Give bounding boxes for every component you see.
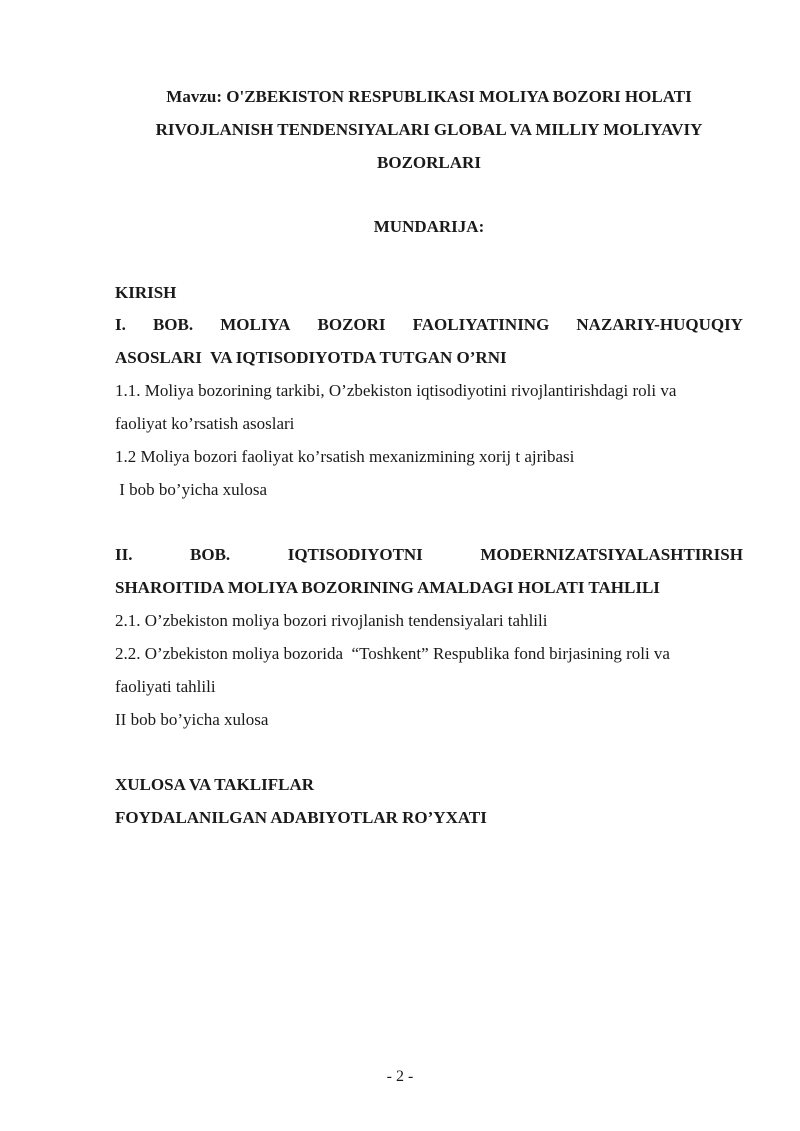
- page-number: - 2 -: [386, 1068, 414, 1085]
- word: IQTISODIYOTNI: [287, 545, 423, 564]
- toc-conclusion: XULOSA VA TAKLIFLAR: [115, 775, 315, 794]
- toc-references: FOYDALANILGAN ADABIYOTLAR RO’YXATI: [115, 808, 487, 827]
- toc-item-1-1-line2: faoliyat ko’rsatish asoslari: [115, 414, 295, 433]
- toc-item-2-2-line1: 2.2. O’zbekiston moliya bozorida “Toshkent” Respublika fond birjasining roli va: [115, 644, 670, 663]
- toc-chapter1-summary: I bob bo’yicha xulosa: [115, 480, 268, 499]
- contents-heading: MUNDARIJA:: [373, 217, 485, 236]
- toc-chapter2-heading-line2: SHAROITIDA MOLIYA BOZORINING AMALDAGI HOLATI TAHLILI: [115, 578, 660, 597]
- word: BOZORI: [317, 315, 386, 334]
- toc-chapter1-heading-line1: [115, 308, 743, 341]
- toc-chapter1-heading-line2: ASOSLARI VA IQTISODIYOTDA TUTGAN O’RNI: [115, 348, 507, 367]
- word: NAZARIY-HUQUQIY: [576, 315, 743, 334]
- word: II.: [115, 545, 133, 564]
- toc-intro: KIRISH: [115, 283, 177, 302]
- word: BOB.: [152, 315, 194, 334]
- toc-chapter2-heading-line1: [115, 538, 743, 571]
- word: I.: [115, 315, 126, 334]
- word: MODERNIZATSIYALASHTIRISH: [480, 545, 743, 564]
- document-title: Mavzu: O'ZBEKISTON RESPUBLIKASI MOLIYA BOZORI HOLATI RIVOJLANISH TENDENSIYALARI GLOBAL VA MILLIY MOLIYAVIY BOZORLARI: [155, 87, 703, 172]
- word: BOB.: [190, 545, 231, 564]
- toc-item-2-2-line2: faoliyati tahlili: [115, 677, 216, 696]
- word: MOLIYA: [220, 315, 291, 334]
- toc-chapter2-summary: II bob bo’yicha xulosa: [115, 710, 269, 729]
- toc-item-2-1: 2.1. O’zbekiston moliya bozori rivojlanish tendensiyalari tahlili: [115, 611, 548, 630]
- toc-item-1-2: 1.2 Moliya bozori faoliyat ko’rsatish mexanizmining xorij t ajribasi: [115, 447, 575, 466]
- word: FAOLIYATINING: [412, 315, 550, 334]
- toc-item-1-1-line1: 1.1. Moliya bozorining tarkibi, O’zbekiston iqtisodiyotini rivojlantirishdagi roli va: [115, 381, 677, 400]
